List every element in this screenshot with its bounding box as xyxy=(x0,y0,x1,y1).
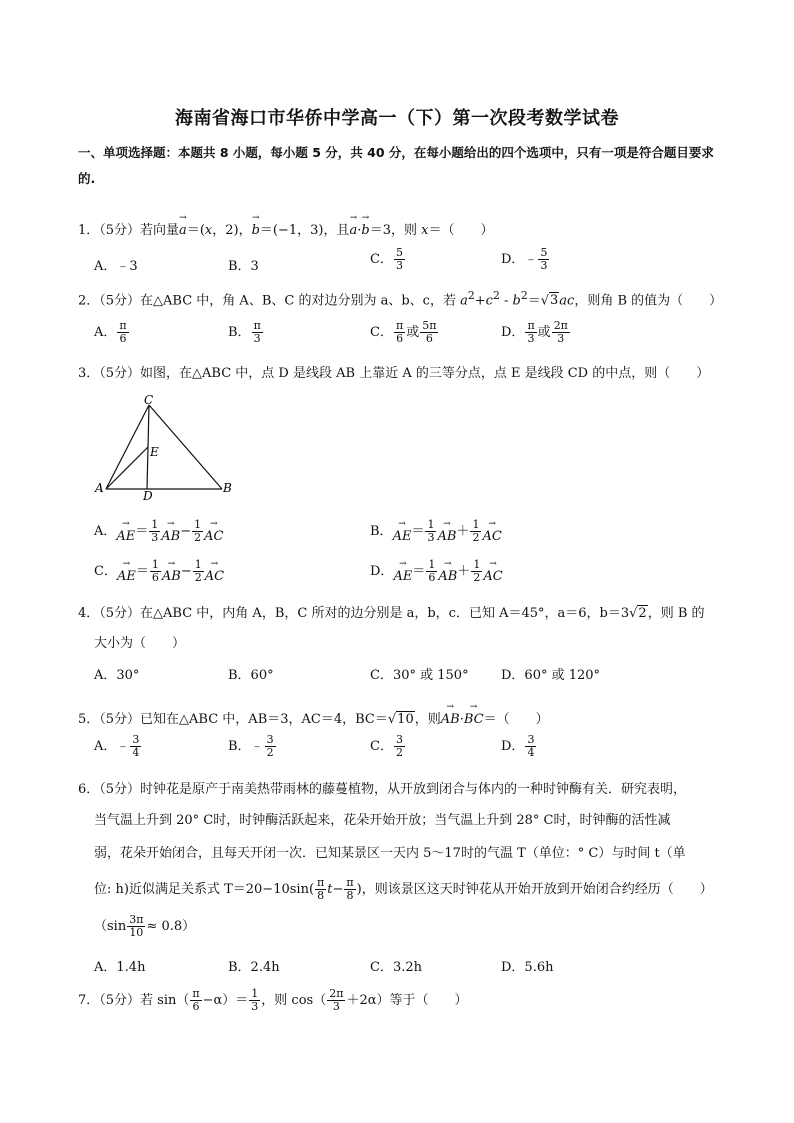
q3-option-d: D． → AE ＝ $\frac{1}{6}$ → AB ＋ $\frac{1}{2}$ → AC xyxy=(370,558,503,584)
question-1-stem: 1．（5分）若向量 → a ＝(x，2)， → b ＝(−1，3)，且 → a · → b ＝3，则 x＝（ ） xyxy=(78,213,494,238)
question-6-line1: 6．（5分）时钟花是原产于南美热带雨林的藤蔓植物，从开放到闭合与体内的一种时钟酶有关．研究表明， xyxy=(78,782,687,797)
q5-option-a: A．﹣ $\frac{3}{4}$ xyxy=(94,733,140,759)
label-c: C xyxy=(144,393,154,407)
question-4-stem-line1: 4．（5分）在△ABC 中，内角 A，B，C 所对的边分别是 a，b，c．已知 A＝45°，a＝6，b＝3√2，则 B 的 xyxy=(78,606,705,621)
q3-option-b: B． → AE ＝ $\frac{1}{3}$ → AB ＋ $\frac{1}{2}$ → AC xyxy=(370,518,502,544)
triangle-figure xyxy=(92,392,242,504)
page-title: 海南省海口市华侨中学高一（下）第一次段考数学试卷 xyxy=(175,108,619,129)
q2-option-a: A． $\frac{\pi}{6}$ xyxy=(94,319,127,345)
q6-option-b: B．2.4h xyxy=(228,960,280,975)
q6-option-c: C．3.2h xyxy=(370,960,422,975)
question-3-stem: 3．（5分）如图，在△ABC 中，点 D 是线段 AB 上靠近 A 的三等分点，点 E 是线段 CD 的中点，则（ ） xyxy=(78,366,710,381)
q1-option-d: D．﹣ $\frac{5}{3}$ xyxy=(501,246,548,272)
question-2-stem: 2．（5分）在△ABC 中，角 A、B、C 的对边分别为 a、b、c，若 $a^2+c^2 - b^2=√3ac$，则角 B 的值为（ ） xyxy=(78,289,723,309)
q1-option-b: B．3 xyxy=(228,259,259,274)
section-heading: 一、单项选择题：本题共 8 小题，每小题 5 分，共 40 分，在每小题给出的四个选项中，只有一项是符合题目要求的. xyxy=(78,145,714,186)
question-5-stem: 5．（5分）已知在△ABC 中，AB＝3，AC＝4，BC＝√10，则 → AB · → BC ＝（ ） xyxy=(78,702,549,727)
q1-option-c: C． $\frac{5}{3}$ xyxy=(370,246,403,272)
q2-option-b: B． $\frac{\pi}{3}$ xyxy=(228,319,261,345)
label-e: E xyxy=(150,445,159,459)
q5-option-c: C． $\frac{3}{2}$ xyxy=(370,733,403,759)
side-ac xyxy=(106,405,149,489)
q2-option-d: D． $\frac{\pi}{3}$ 或 $\frac{2\pi}{3}$ xyxy=(501,319,568,345)
question-4-stem-line2: 大小为（ ） xyxy=(94,636,186,651)
q5-option-b: B．﹣ $\frac{3}{2}$ xyxy=(228,733,274,759)
q6-option-d: D．5.6h xyxy=(501,960,554,975)
q5-option-d: D． $\frac{3}{4}$ xyxy=(501,733,535,759)
q6-option-a: A．1.4h xyxy=(94,960,146,975)
question-6-line5: （sin $\frac{3\pi}{10}$ ≈ 0.8） xyxy=(94,913,196,939)
question-6-line2: 当气温上升到 20° C时，时钟酶活跃起来，花朵开始开放；当气温上升到 28° C时，时钟酶的活性减 xyxy=(94,813,671,828)
label-b: B xyxy=(223,481,232,495)
q1-option-a: A．﹣3 xyxy=(94,259,138,274)
q4-option-c: C．30° 或 150° xyxy=(370,668,469,683)
q2-option-c: C． $\frac{\pi}{6}$ 或 $\frac{5\pi}{6}$ xyxy=(370,319,437,345)
question-6-line3: 弱，花朵开始闭合，且每天开闭一次．已知某景区一天内 5～17时的气温 T（单位：° C）与时间 t（单 xyxy=(94,846,686,861)
q4-option-a: A．30° xyxy=(94,668,140,683)
side-cb xyxy=(149,405,222,489)
question-7-stem: 7．（5分）若 sin（ $\frac{\pi}{6}$ −α）＝ $\frac{1}{3}$ ，则 cos（ $\frac{2\pi}{3}$ ＋2α）等于（ ） xyxy=(78,987,468,1013)
q3-option-c: C． → AE ＝ $\frac{1}{6}$ → AB − $\frac{1}{2}$ → AC xyxy=(94,558,225,584)
label-a: A xyxy=(95,481,104,495)
label-d: D xyxy=(143,489,153,503)
q3-option-a: A． → AE ＝ $\frac{1}{3}$ → AB − $\frac{1}{2}$ → AC xyxy=(94,518,224,544)
q1-number: 1．（5分）若向量 xyxy=(78,223,180,238)
segment-ae xyxy=(106,447,148,489)
question-6-line4: 位: h)近似满足关系式 T＝20−10sin( $\frac{\pi}{8}$ t− $\frac{\pi}{8}$ )，则该景区这天时钟花从开始开放到开始闭合约经历（ ） xyxy=(94,876,713,902)
q4-option-b: B．60° xyxy=(228,668,274,683)
q4-option-d: D．60° 或 120° xyxy=(501,668,601,683)
